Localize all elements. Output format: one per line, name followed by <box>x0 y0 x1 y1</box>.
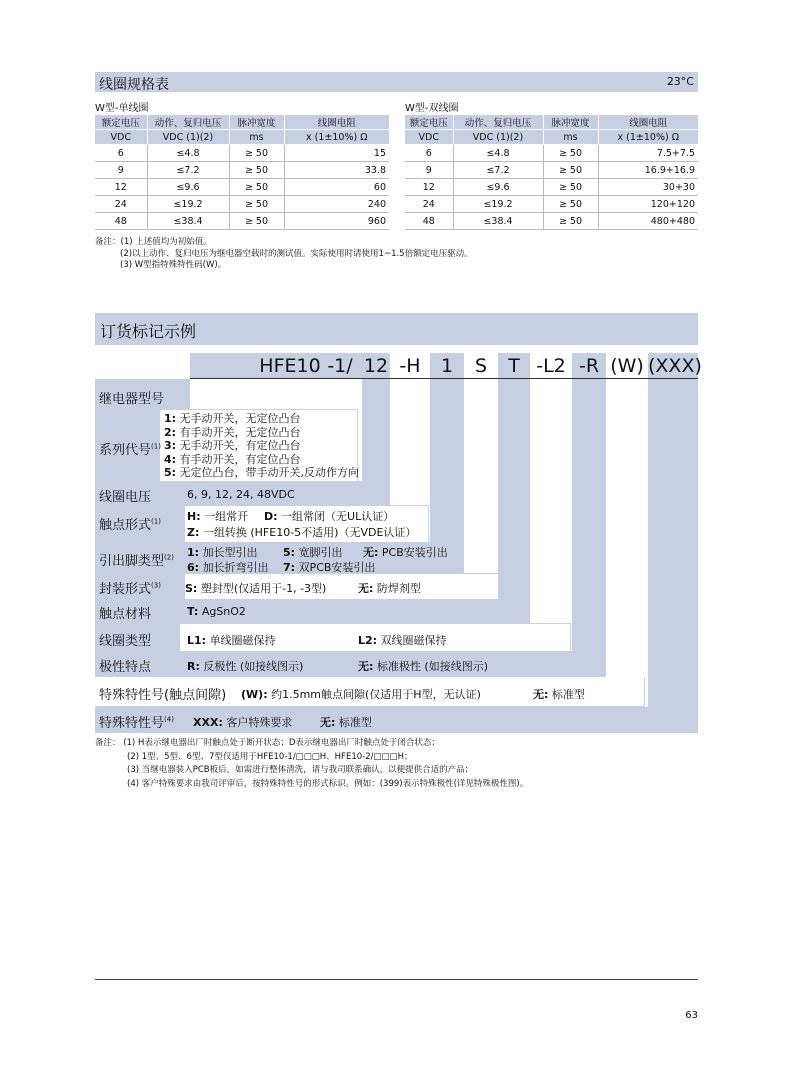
table-cell: ≥ 50 <box>543 145 598 162</box>
table-cell: ≥ 50 <box>543 162 598 179</box>
terminal-option <box>283 544 343 560</box>
footer-rule <box>95 979 698 980</box>
special-option <box>193 714 292 730</box>
series-option <box>164 412 359 426</box>
label-text: 特殊特性号 <box>99 716 165 731</box>
note-line: (4) 客户特殊要求由我司评审后，按特殊特性号的形式标识。例如：(399)表示特殊极性(详见特殊极性图)。 <box>127 778 529 789</box>
enclosure-option <box>185 580 326 596</box>
terminal-option <box>187 544 258 560</box>
table-row <box>405 196 698 213</box>
code-part-contact: -H <box>399 355 421 377</box>
option-key: 7: <box>283 561 296 574</box>
label-sup: (3) <box>151 581 161 590</box>
table-cell: 6 <box>405 145 453 162</box>
option-key: L1: <box>187 634 207 647</box>
special-gap-option <box>533 686 585 702</box>
polarity-option <box>187 658 303 674</box>
table-row <box>405 145 698 162</box>
contact-option <box>187 524 416 540</box>
label-polarity: 极性特点 <box>99 660 152 675</box>
label-terminal <box>99 550 174 569</box>
option-text: 塑封型(仅适用于-1, -3型) <box>200 582 327 595</box>
option-text: 约1.5mm触点间隙(仅适用于H型，无认证) <box>271 688 481 701</box>
header-cell: ms <box>229 130 284 145</box>
option-key: 无: <box>533 688 549 701</box>
coil-type-option <box>187 632 276 648</box>
coil-type-option <box>358 632 447 648</box>
series-option <box>164 466 359 480</box>
option-text: 一组常闭（无UL认证） <box>281 510 395 523</box>
table-cell: 15 <box>284 145 389 162</box>
option-text: AgSnO2 <box>201 605 246 618</box>
code-part-model: HFE10 <box>190 353 390 379</box>
option-key: L2: <box>358 634 378 647</box>
option-key: (W): <box>241 688 268 701</box>
option-text: 一组转换 (HFE10-5不适用)（无VDE认证） <box>202 526 417 539</box>
note-line: 备注：(1) 上述值均为初始值。 <box>95 237 212 247</box>
table-cell: 9 <box>405 162 453 179</box>
option-key: 5: <box>283 546 296 559</box>
table-cell: ≤9.6 <box>147 179 229 196</box>
option-key: 4: <box>164 452 177 466</box>
label-sup: (1) <box>151 517 161 526</box>
polarity-option <box>358 658 488 674</box>
option-text: 无手动开关，有定位凸台 <box>179 439 301 452</box>
label-special <box>99 712 174 731</box>
connector-bar <box>362 379 390 486</box>
header-cell: VDC <box>405 130 453 145</box>
option-key: H: <box>187 510 201 523</box>
series-option <box>164 439 359 453</box>
table-cell: ≥ 50 <box>229 162 284 179</box>
label-contact <box>99 514 161 533</box>
table-cell: ≥ 50 <box>543 213 598 230</box>
option-key: T: <box>187 605 199 618</box>
connector-bar <box>572 379 606 677</box>
table-cell: 7.5+7.5 <box>598 145 698 162</box>
header-cell: 动作、复归电压 <box>147 115 229 130</box>
code-part-voltage: 12 <box>363 355 389 377</box>
header-cell: 线圈电阻 <box>598 115 698 130</box>
option-text: 反极性 (如接线图示) <box>203 660 304 673</box>
table-cell: 60 <box>284 179 389 196</box>
table-row <box>95 179 389 196</box>
special-gap-option <box>241 686 481 702</box>
table-cell: ≥ 50 <box>229 145 284 162</box>
header-cell: ms <box>543 130 598 145</box>
contact-option <box>264 508 394 524</box>
option-key: 无: <box>363 546 379 559</box>
table-row <box>95 213 389 230</box>
label-special-gap: 特殊特性号(触点间隙) <box>99 688 227 703</box>
label-text: 触点形式 <box>99 518 152 533</box>
double-coil-table <box>405 115 698 230</box>
table-cell: 12 <box>405 179 453 196</box>
label-text: 系列代号 <box>99 443 152 458</box>
ordering-title: 订货标记示例 <box>100 322 197 341</box>
label-sup: (4) <box>164 715 174 724</box>
header-cell: 额定电压 <box>405 115 453 130</box>
option-key: Z: <box>187 526 200 539</box>
table-cell: ≤19.2 <box>453 196 543 213</box>
option-text: 加长型引出 <box>202 546 258 559</box>
double-coil-subtitle: W型-双线圈 <box>405 103 459 114</box>
label-model: 继电器型号 <box>99 392 165 407</box>
option-text: PCB安装引出 <box>381 546 448 559</box>
table-cell: 16.9+16.9 <box>598 162 698 179</box>
option-text: 防焊剂型 <box>376 582 421 595</box>
code-part-material: T <box>498 353 530 379</box>
row-band <box>95 651 606 677</box>
table-cell: ≤4.8 <box>147 145 229 162</box>
option-text: 标准极性 (如接线图示) <box>376 660 488 673</box>
header-cell: 额定电压 <box>95 115 147 130</box>
table-row <box>405 162 698 179</box>
option-key: 无: <box>358 582 374 595</box>
table-cell: 24 <box>95 196 147 213</box>
table-cell: ≥ 50 <box>229 179 284 196</box>
table-cell: 48 <box>95 213 147 230</box>
terminal-option <box>363 544 448 560</box>
table-row <box>95 196 389 213</box>
table-cell: 30+30 <box>598 179 698 196</box>
table-cell: 9 <box>95 162 147 179</box>
header-cell: x (1±10%) Ω <box>598 130 698 145</box>
ordering-notes <box>95 737 528 791</box>
option-key: R: <box>187 660 200 673</box>
label-sup: (2) <box>164 553 174 562</box>
table-cell: ≤7.2 <box>147 162 229 179</box>
option-key: 5: <box>164 466 177 479</box>
option-key: 1: <box>164 412 177 425</box>
header-cell: 脉冲宽度 <box>543 115 598 130</box>
series-option <box>164 453 359 467</box>
table-row <box>95 145 389 162</box>
option-key: 无: <box>358 660 374 673</box>
table-cell: 12 <box>95 179 147 196</box>
header-cell: x (1±10%) Ω <box>284 130 389 145</box>
table-cell: ≥ 50 <box>543 179 598 196</box>
code-part-coil-type: -L2 <box>536 355 566 377</box>
option-key: 6: <box>187 561 200 574</box>
temperature-note: 23°C <box>666 75 694 88</box>
option-key: 无: <box>320 716 336 729</box>
header-cell: 线圈电阻 <box>284 115 389 130</box>
header-cell: VDC <box>95 130 147 145</box>
table-cell: 24 <box>405 196 453 213</box>
option-text: 单线圈磁保持 <box>209 634 276 647</box>
code-part-special: (XXX) <box>648 355 702 377</box>
table-cell: 48 <box>405 213 453 230</box>
connector-bar <box>648 379 698 733</box>
table-cell: ≥ 50 <box>229 213 284 230</box>
option-key: 2: <box>164 425 177 439</box>
note-line: (3) W型指特殊特性码(W)。 <box>120 260 227 270</box>
header-cell: 脉冲宽度 <box>229 115 284 130</box>
single-coil-table <box>95 115 389 230</box>
table-cell: ≤38.4 <box>147 213 229 230</box>
table-row <box>405 179 698 196</box>
option-text: 宽脚引出 <box>298 546 343 559</box>
connector-bar <box>498 379 530 623</box>
label-material: 触点材料 <box>99 607 152 622</box>
row-band <box>95 599 530 623</box>
series-options <box>164 412 359 480</box>
note-line: (2) 1型、5型、6型、7型仅适用于HFE10-1/□□□H、HFE10-2/□□□H； <box>127 751 413 762</box>
table-cell: ≥ 50 <box>229 196 284 213</box>
note-line: (2)以上动作、复归电压为继电器空载时的测试值。实际使用时请使用1~1.5倍额定电压驱动。 <box>120 248 473 259</box>
coil-spec-title: 线圈规格表 <box>99 77 169 93</box>
option-key: S: <box>185 582 198 595</box>
contact-option <box>187 508 248 524</box>
page-number: 63 <box>685 1010 698 1021</box>
option-text: 无定位凸台，带手动开关,反动作方向 <box>179 466 360 479</box>
table-cell: 33.8 <box>284 162 389 179</box>
code-part-terminal: 1 <box>430 353 464 379</box>
option-text: 有手动开关，无定位凸台 <box>179 425 301 439</box>
ordering-header <box>95 313 698 345</box>
table-cell: ≤19.2 <box>147 196 229 213</box>
table-row <box>95 162 389 179</box>
special-option <box>320 714 372 730</box>
option-key: XXX: <box>193 716 223 729</box>
option-text: 双PCB安装引出 <box>298 561 376 574</box>
single-coil-subtitle: W型-单线圈 <box>95 103 149 114</box>
table-cell: ≥ 50 <box>543 196 598 213</box>
table-cell: 480+480 <box>598 213 698 230</box>
option-key: D: <box>264 510 278 523</box>
table-cell: ≤9.6 <box>453 179 543 196</box>
option-text: 标准型 <box>551 688 585 701</box>
option-key: 1: <box>187 546 200 559</box>
table-cell: ≤4.8 <box>453 145 543 162</box>
label-series <box>99 439 161 458</box>
table-cell: 120+120 <box>598 196 698 213</box>
option-text: 加长折弯引出 <box>202 561 269 574</box>
option-text: 无手动开关，无定位凸台 <box>179 412 301 425</box>
option-key: 3: <box>164 439 177 452</box>
label-enclosure <box>99 578 161 597</box>
code-part-gap: (W) <box>610 355 644 377</box>
option-text: 客户特殊要求 <box>226 716 293 729</box>
table-cell: 960 <box>284 213 389 230</box>
table-cell: 6 <box>95 145 147 162</box>
header-cell: VDC (1)(2) <box>147 130 229 145</box>
code-part-series: -1/ <box>327 355 353 377</box>
label-coil-voltage: 线圈电压 <box>99 490 152 505</box>
note-line: 备注： (1) H表示继电器出厂时触点处于断开状态；D表示继电器出厂时触点处于闭合状态； <box>95 738 440 748</box>
option-text: 双线圈磁保持 <box>380 634 447 647</box>
code-part-enclosure: S <box>474 355 488 377</box>
label-coil-type: 线圈类型 <box>99 634 152 649</box>
label-sup: (1) <box>151 442 161 451</box>
note-line: (3) 当继电器装入PCB板后，如需进行整体清洗，请与我司联系确认，以便提供合适的产品； <box>127 765 474 775</box>
coil-spec-header <box>95 72 698 92</box>
option-text: 标准型 <box>338 716 372 729</box>
table-row <box>405 213 698 230</box>
table-cell: ≤38.4 <box>453 213 543 230</box>
series-option <box>164 426 359 440</box>
label-text: 封装形式 <box>99 582 152 597</box>
code-part-polarity: -R <box>572 353 606 379</box>
table-cell: 240 <box>284 196 389 213</box>
material-option <box>187 605 246 618</box>
enclosure-option <box>358 580 421 596</box>
option-text: 一组常开 <box>204 510 249 523</box>
header-cell: VDC (1)(2) <box>453 130 543 145</box>
row-band <box>95 707 698 733</box>
label-text: 引出脚类型 <box>99 554 165 569</box>
coil-voltage-values: 6, 9, 12, 24, 48VDC <box>187 488 295 501</box>
coil-spec-notes <box>95 237 473 272</box>
header-cell: 动作、复归电压 <box>453 115 543 130</box>
table-cell: ≤7.2 <box>453 162 543 179</box>
option-text: 有手动开关，有定位凸台 <box>179 452 301 466</box>
